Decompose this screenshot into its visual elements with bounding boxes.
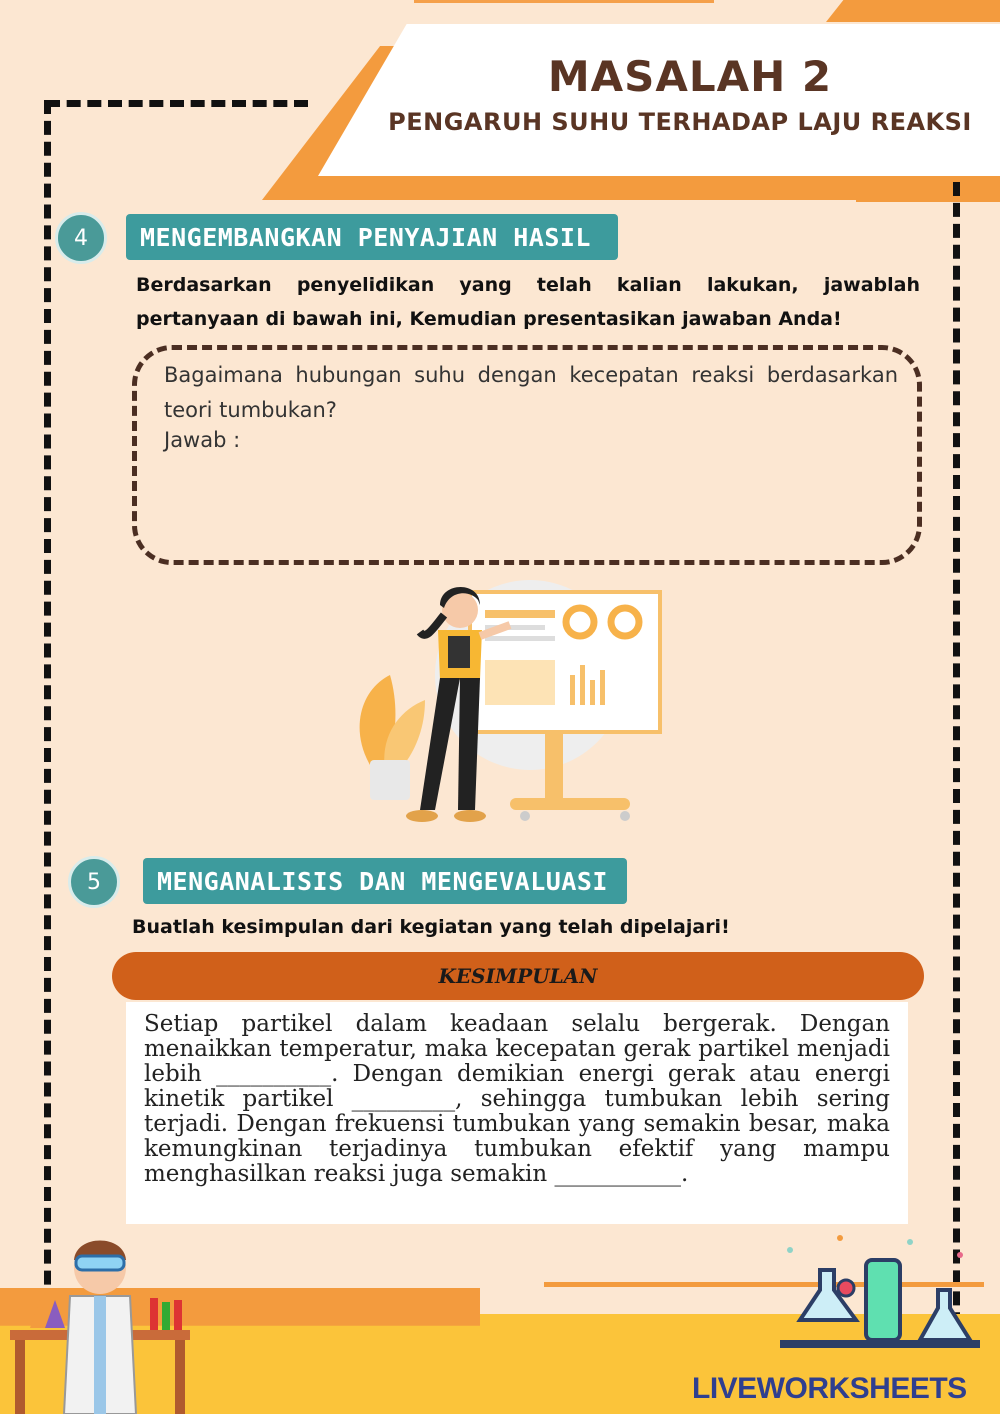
section-4-title: MENGEMBANGKAN PENYAJIAN HASIL [126,214,618,260]
top-stripe [414,0,714,3]
conclusion-label: KESIMPULAN [438,964,598,988]
answer-label: Jawab : [164,428,241,452]
frame-right-border [953,182,960,1410]
section-4-number-badge: 4 [55,212,107,264]
scientist-illustration [10,1230,200,1414]
page-subtitle: PENGARUH SUHU TERHADAP LAJU REAKSI [388,108,972,136]
conclusion-header [112,952,924,1000]
section-5-title: MENGANALISIS DAN MENGEVALUASI [143,858,627,904]
header-accent-line [856,198,1000,202]
liveworksheets-logo[interactable]: LIVEWORKSHEETS [692,1372,967,1405]
conclusion-text[interactable]: Setiap partikel dalam keadaan selalu bergerak. Dengan menaikkan temperatur, maka kecepatan gerak partikel menjadi lebih __________. Dengan demikian energi gerak atau energi kinetik partikel _________, sehingga tumbukan lebih sering terjadi. Dengan frekuensi tumbukan yang semakin besar, maka kemungkinan terjadinya tumbukan efektif yang mampu menghasilkan reaksi juga semakin ___________. [126,1002,908,1224]
frame-left-border [44,100,51,1410]
section-5-number-badge: 5 [68,856,120,908]
section-4-instruction: Berdasarkan penyelidikan yang telah kalian lakukan, jawablah pertanyaan di bawah ini, Kemudian presentasikan jawaban Anda! [136,274,920,330]
question-text: Bagaimana hubungan suhu dengan kecepatan reaksi berdasarkan teori tumbukan? [164,363,898,422]
page-title: MASALAH 2 [547,52,833,101]
presentation-illustration [340,570,670,835]
top-corner-shape [826,0,1000,22]
frame-top-border [46,100,308,107]
section-5-instruction: Buatlah kesimpulan dari kegiatan yang telah dipelajari! [132,916,730,938]
lab-flasks-illustration [760,1230,990,1370]
